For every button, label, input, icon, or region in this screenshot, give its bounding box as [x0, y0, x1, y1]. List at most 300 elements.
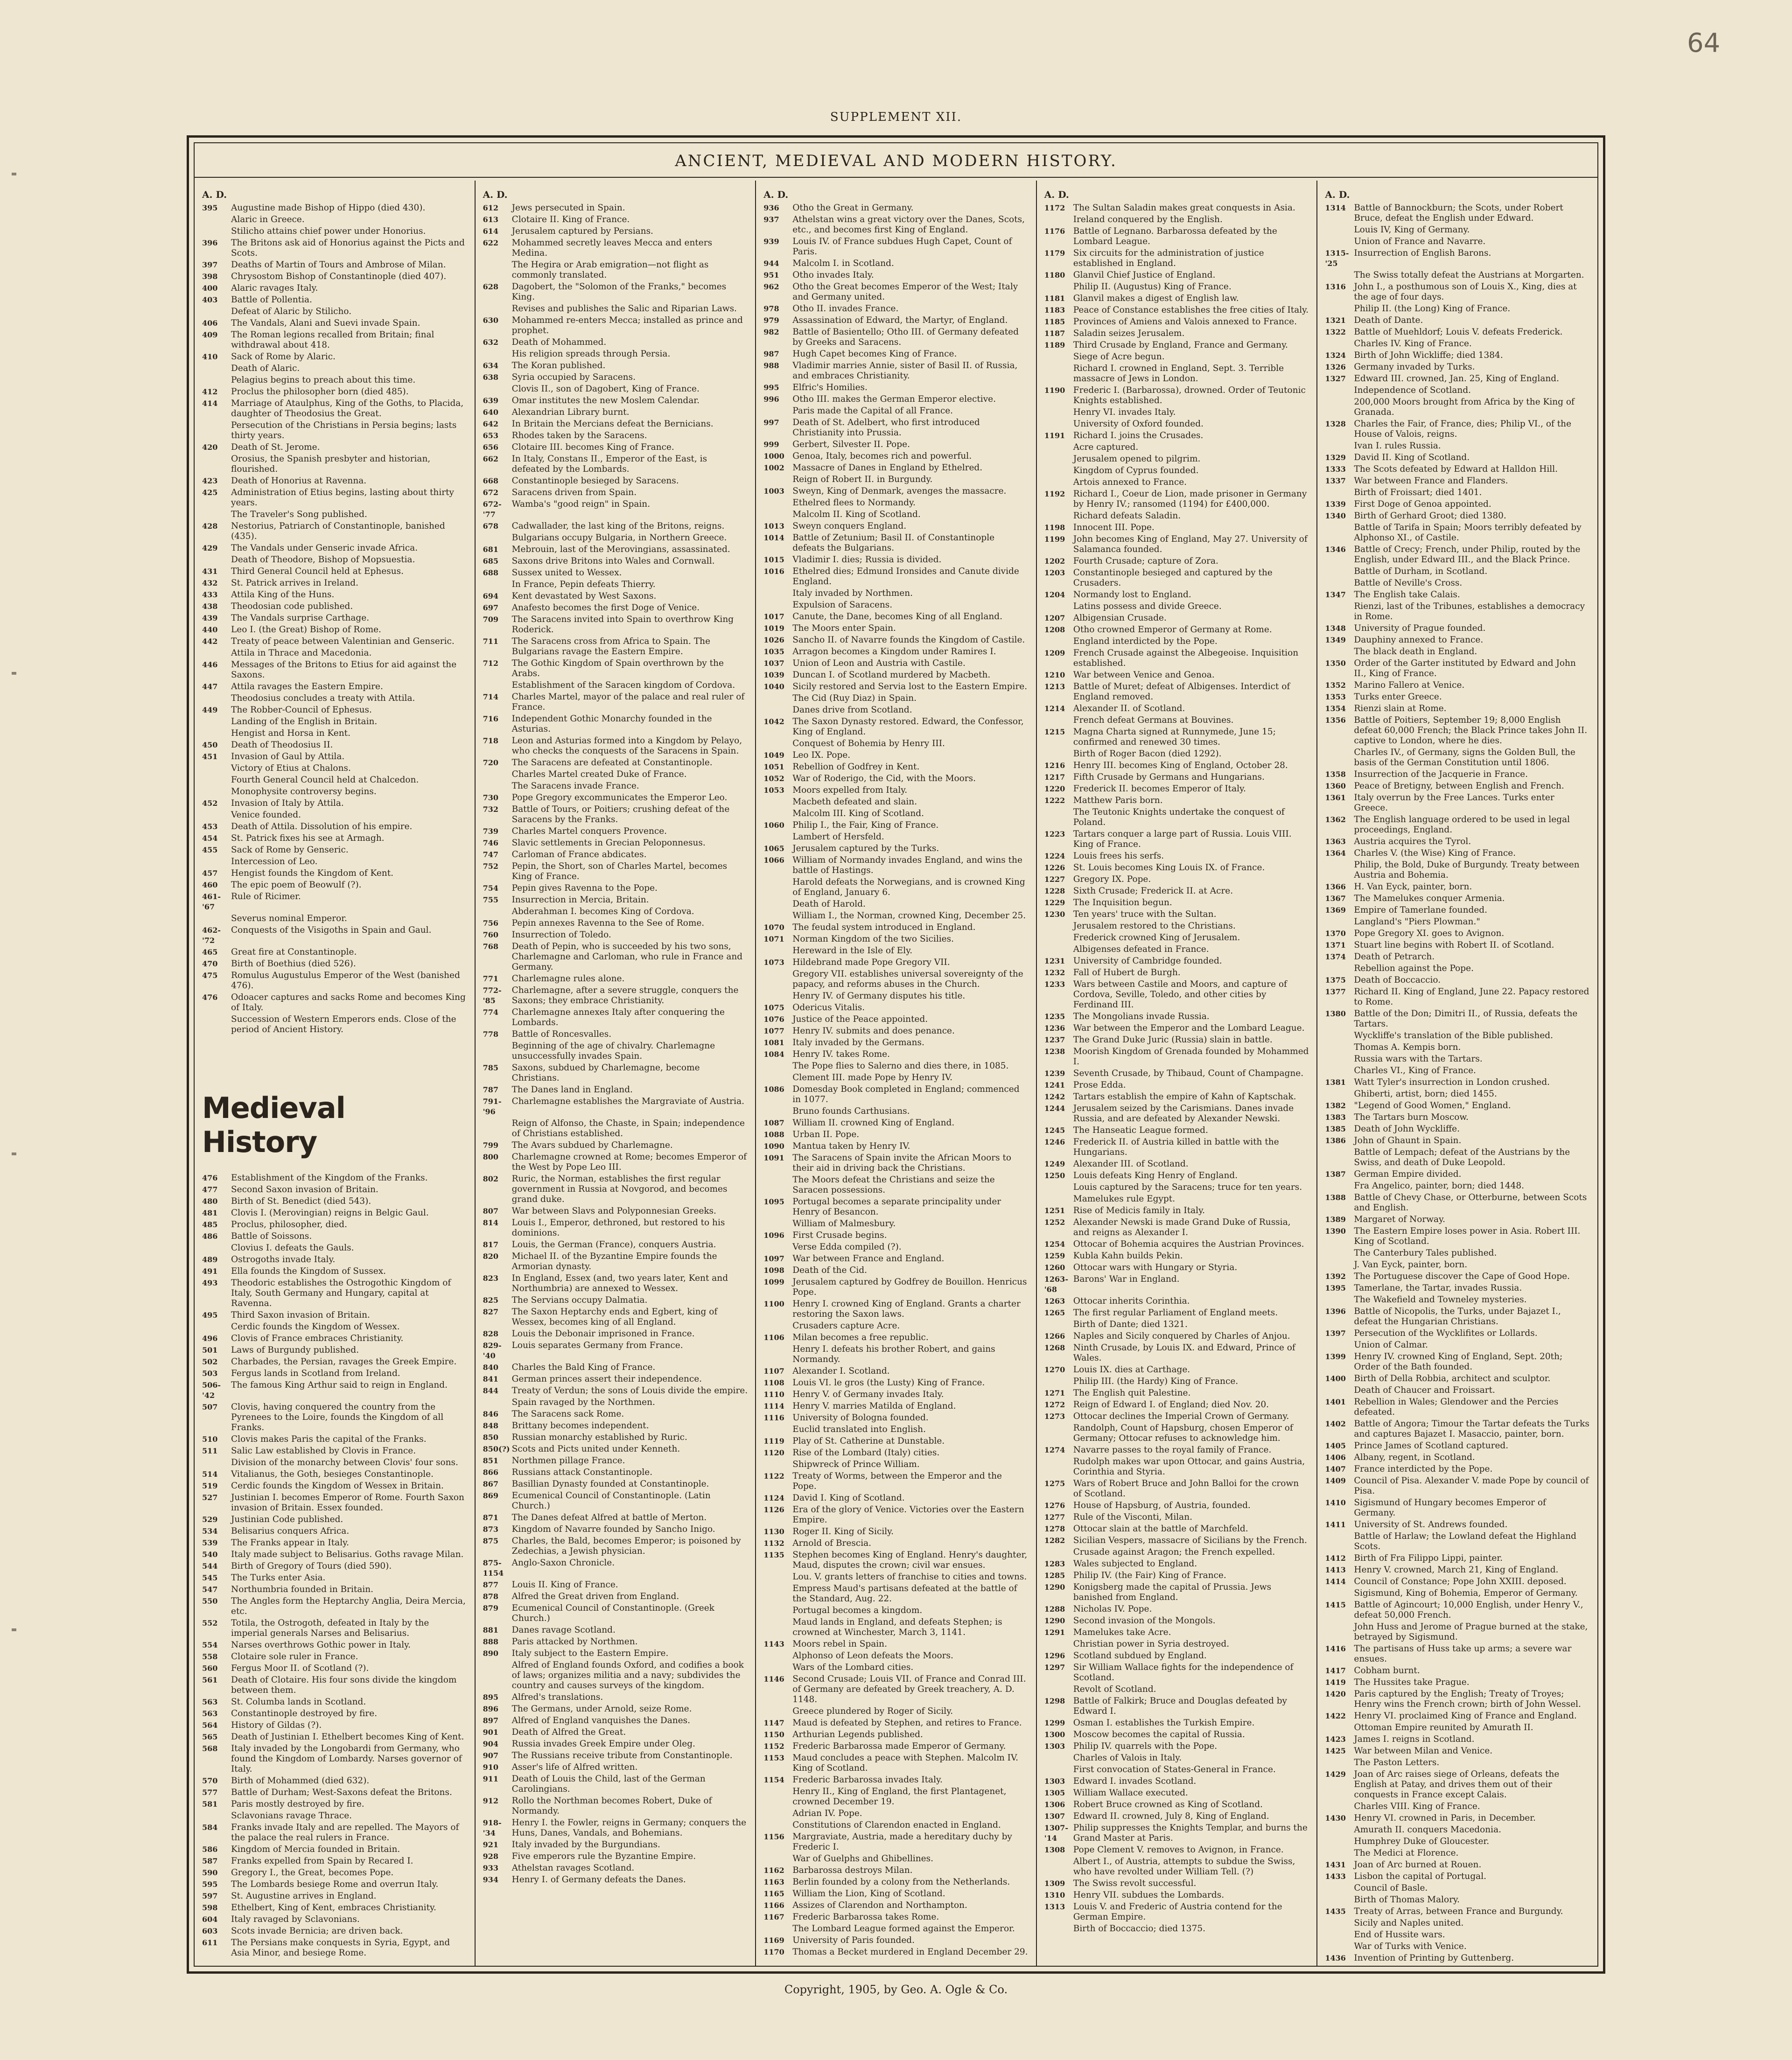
entry-text: Battle of Nicopolis, the Turks, under Bajazet I., defeat the Hungarian Christians. — [1354, 1306, 1561, 1327]
timeline-entry — [1044, 293, 1309, 304]
entry-year: 1407 — [1325, 1465, 1346, 1473]
entry-year: 1423 — [1325, 1735, 1346, 1744]
timeline-entry — [483, 1063, 748, 1083]
binding-mark — [12, 1152, 16, 1155]
timeline-entry — [763, 1947, 1029, 1957]
timeline-entry — [1044, 340, 1309, 350]
entry-text: Cobham burnt. — [1354, 1666, 1420, 1676]
entry-text: Albert I., of Austria, attempts to subdue the Swiss, who have revolted under William Tell. (?) — [1073, 1857, 1295, 1877]
timeline-entry — [483, 1637, 748, 1647]
entry-year: 1324 — [1325, 351, 1346, 360]
entry-text: Treaty of Arras, between France and Burgundy. — [1354, 1906, 1563, 1916]
page-number: 64 — [1687, 28, 1721, 58]
entry-text: Charles of Valois in Italy. — [1073, 1753, 1182, 1763]
entry-year: 470 — [202, 959, 218, 968]
timeline-entry — [202, 601, 467, 612]
timeline-entry — [202, 226, 467, 237]
entry-text: The Roman legions recalled from Britain; final withdrawal about 418. — [231, 330, 434, 350]
timeline-entry — [1325, 1677, 1590, 1688]
timeline-entry — [1044, 1411, 1309, 1422]
entry-year: 614 — [483, 227, 498, 236]
entry-text: Third Saxon invasion of Britain. — [231, 1310, 370, 1320]
entry-text: Intercession of Leo. — [231, 857, 318, 866]
timeline-entry — [1325, 282, 1590, 302]
timeline-entry — [483, 1851, 748, 1862]
copyright-line: Copyright, 1905, by Geo. A. Ogle & Co. — [784, 1983, 1008, 1996]
entry-text: The famous King Arthur said to reign in England. — [231, 1380, 448, 1390]
entry-year: 714 — [483, 692, 498, 701]
timeline-entry — [1325, 1054, 1590, 1064]
entry-year: 1414 — [1325, 1577, 1346, 1586]
column-4-entries — [1044, 203, 1309, 1934]
entry-year: 951 — [763, 271, 779, 279]
timeline-entry — [483, 1692, 748, 1703]
timeline-entry — [483, 714, 748, 734]
timeline-entry — [1044, 1388, 1309, 1398]
timeline-entry — [1044, 568, 1309, 588]
entry-year: 904 — [483, 1739, 498, 1748]
entry-year: 881 — [483, 1626, 498, 1634]
timeline-entry — [202, 260, 467, 270]
timeline-entry — [483, 499, 748, 520]
timeline-entry — [202, 1879, 467, 1890]
entry-year: 888 — [483, 1637, 498, 1646]
entry-year: 1153 — [763, 1753, 784, 1762]
entry-year: 584 — [202, 1823, 218, 1832]
entry-year: 1146 — [763, 1675, 784, 1683]
timeline-entry — [1325, 1042, 1590, 1053]
entry-text: Union of Leon and Austria with Castile. — [792, 658, 966, 668]
entry-year: 1220 — [1044, 784, 1065, 793]
entry-text: Constantinople besieged and captured by the Crusaders. — [1073, 568, 1273, 588]
timeline-entry — [763, 969, 1029, 990]
entry-text: Birth of Gerhard Groot; died 1380. — [1354, 511, 1506, 521]
timeline-entry — [483, 1362, 748, 1373]
entry-text: Charbades, the Persian, ravages the Greek Empire. — [231, 1357, 457, 1367]
entry-text: William I., the Norman, crowned King, December 25. — [792, 911, 1026, 921]
timeline-entry — [1325, 635, 1590, 645]
entry-year: 944 — [763, 259, 779, 268]
entry-year: 439 — [202, 614, 218, 622]
timeline-entry — [1044, 944, 1309, 955]
entry-text: Ostrogoths invade Italy. — [231, 1255, 336, 1264]
timeline-entry — [1044, 1730, 1309, 1740]
entry-text: Ruric, the Norman, establishes the first regular government in Russia at Novgorod, and becomes grand duke. — [511, 1174, 728, 1204]
entry-year: 1132 — [763, 1539, 784, 1548]
timeline-entry — [1044, 761, 1309, 771]
entry-year: 928 — [483, 1852, 498, 1861]
entry-year: 1187 — [1044, 329, 1065, 338]
entry-year: 1349 — [1325, 635, 1346, 644]
timeline-entry — [1325, 1419, 1590, 1439]
timeline-entry — [763, 203, 1029, 213]
entry-text: Rienzi slain at Rome. — [1354, 704, 1447, 713]
entry-year: 1202 — [1044, 557, 1065, 566]
entry-text: Syria occupied by Saracens. — [511, 372, 636, 382]
timeline-entry — [483, 1218, 748, 1238]
timeline-entry — [483, 568, 748, 578]
entry-year: 410 — [202, 352, 218, 361]
entry-year: 694 — [483, 592, 498, 601]
entry-year: 1066 — [763, 856, 784, 865]
timeline-entry — [483, 1374, 748, 1384]
entry-year: 438 — [202, 602, 218, 611]
entry-year: 1242 — [1044, 1092, 1065, 1101]
entry-year: 1199 — [1044, 535, 1065, 544]
timeline-entry — [1325, 1498, 1590, 1518]
entry-text: Reign of Edward I. of England; died Nov. 20. — [1073, 1400, 1269, 1410]
entry-year: 1310 — [1044, 1891, 1065, 1899]
timeline-entry — [763, 1820, 1029, 1830]
entry-text: Invention of Printing by Guttenberg. — [1354, 1953, 1514, 1963]
timeline-entry — [1325, 1953, 1590, 1963]
entry-text: Hengist and Horsa in Kent. — [231, 728, 350, 738]
entry-text: Leo I. (the Great) Bishop of Rome. — [231, 625, 381, 635]
entry-text: Lisbon the capital of Portugal. — [1354, 1871, 1486, 1881]
entry-text: Rienzi, last of the Tribunes, establishes a democracy in Rome. — [1354, 601, 1585, 621]
entry-year: 1382 — [1325, 1101, 1346, 1110]
timeline-entry — [202, 590, 467, 600]
entry-text: Justinian Code published. — [231, 1515, 343, 1524]
timeline-entry — [202, 1220, 467, 1230]
entry-year: 1436 — [1325, 1954, 1346, 1962]
timeline-entry — [483, 1307, 748, 1327]
entry-text: Tamerlane, the Tartar, invades Russia. — [1354, 1283, 1522, 1293]
timeline-entry — [1325, 1622, 1590, 1642]
entry-year: 1095 — [763, 1197, 784, 1206]
entry-year: 1402 — [1325, 1419, 1346, 1428]
entry-text: Second Crusade; Louis VII. of France and Conrad III. of Germany are defeated by Greek treachery, A. D. 1148. — [792, 1674, 1026, 1704]
entry-text: John of Ghaunt in Spain. — [1354, 1136, 1462, 1145]
timeline-entry — [1044, 1251, 1309, 1261]
timeline-entry — [763, 282, 1029, 302]
timeline-entry — [202, 1369, 467, 1379]
timeline-entry — [1325, 1283, 1590, 1293]
timeline-entry — [483, 304, 748, 314]
entry-text: University of Cambridge founded. — [1073, 956, 1222, 966]
entry-text: Clovis makes Paris the capital of the Franks. — [231, 1434, 427, 1444]
entry-text: Sigismund, King of Bohemia, Emperor of Germany. — [1354, 1588, 1578, 1598]
entry-year: 1203 — [1044, 568, 1065, 577]
timeline-entry — [202, 625, 467, 635]
entry-text: The Danes defeat Alfred at battle of Merton. — [511, 1513, 707, 1522]
entry-year: 1285 — [1044, 1571, 1065, 1580]
timeline-entry — [483, 591, 748, 601]
binding-mark — [12, 672, 16, 675]
timeline-entry — [763, 1003, 1029, 1013]
timeline-entry — [1044, 454, 1309, 464]
timeline-entry — [1044, 1423, 1309, 1444]
entry-text: War of Roderigo, the Cid, with the Moors. — [792, 774, 976, 783]
entry-year: 1016 — [763, 567, 784, 576]
entry-year: 453 — [202, 822, 218, 831]
entry-year: 1364 — [1325, 849, 1346, 858]
entry-year: 1380 — [1325, 1009, 1346, 1018]
entry-year: 760 — [483, 930, 498, 939]
entry-year: 785 — [483, 1063, 498, 1072]
entry-text: Proclus the philosopher born (died 485). — [231, 387, 409, 397]
entry-text: Order of the Garter instituted by Edward and John II., King of France. — [1354, 658, 1576, 678]
entry-text: Establishment of the Saracen kingdom of Cordova. — [511, 680, 735, 690]
timeline-entry — [1044, 886, 1309, 896]
entry-text: Alfred's translations. — [511, 1692, 603, 1702]
timeline-entry — [202, 420, 467, 441]
entry-year: 1229 — [1044, 898, 1065, 907]
entry-year: 1308 — [1044, 1845, 1065, 1854]
entry-year: 918-'34 — [483, 1818, 502, 1837]
timeline-entry — [1044, 226, 1309, 247]
timeline-entry — [1044, 1627, 1309, 1638]
entry-year: 1003 — [763, 487, 784, 496]
entry-year: 1183 — [1044, 306, 1065, 314]
entry-text: Anglo-Saxon Chronicle. — [511, 1558, 615, 1568]
timeline-entry — [1325, 453, 1590, 463]
entry-year: 1040 — [763, 682, 784, 691]
entry-text: Battle of Lempach; defeat of the Austrians by the Swiss, and death of Duke Leopold. — [1354, 1147, 1570, 1167]
entry-year: 1265 — [1044, 1308, 1065, 1317]
entry-year: 1250 — [1044, 1171, 1065, 1180]
entry-text: The Cid (Ruy Diaz) in Spain. — [792, 693, 917, 703]
entry-text: Richard II. King of England, June 22. Papacy restored to Rome. — [1354, 987, 1589, 1007]
entry-text: Saxons, subdued by Charlemagne, become Christians. — [511, 1063, 700, 1083]
timeline-entry — [202, 1596, 467, 1617]
entry-year: 681 — [483, 545, 498, 554]
entry-text: Portugal becomes a kingdom. — [792, 1606, 923, 1615]
timeline-entry — [483, 838, 748, 848]
timeline-entry — [202, 1402, 467, 1433]
entry-year: 485 — [202, 1220, 218, 1229]
entry-year: 1228 — [1044, 887, 1065, 895]
entry-year: 1362 — [1325, 815, 1346, 824]
entry-year: 1084 — [763, 1050, 784, 1059]
entry-year: 1430 — [1325, 1814, 1346, 1823]
entry-year: 1091 — [763, 1153, 784, 1162]
timeline-entry — [1044, 909, 1309, 920]
entry-text: Louis I., Emperor, dethroned, but restored to his dominions. — [511, 1218, 725, 1238]
timeline-entry — [1325, 1077, 1590, 1088]
timeline-entry — [202, 1526, 467, 1536]
timeline-entry — [1325, 545, 1590, 565]
entry-text: German Empire divided. — [1354, 1169, 1462, 1179]
entry-year: 851 — [483, 1456, 498, 1465]
entry-year: 476 — [202, 993, 218, 1002]
entry-text: Cerdic founds the Kingdom of Wessex in Britain. — [231, 1481, 444, 1491]
entry-year: 1390 — [1325, 1227, 1346, 1236]
entry-year: 1296 — [1044, 1651, 1065, 1660]
entry-text: Wars of the Lombard cities. — [792, 1662, 914, 1672]
column-5 — [1317, 181, 1597, 1966]
entry-year: 1114 — [763, 1402, 784, 1411]
entry-year: 756 — [483, 919, 498, 928]
entry-text: Ireland conquered by the English. — [1073, 215, 1223, 224]
timeline-entry — [483, 1341, 748, 1361]
entry-text: Battle of Agincourt; 10,000 English, under Henry V., defeat 50,000 French. — [1354, 1600, 1583, 1620]
entry-year: 1049 — [763, 751, 784, 760]
entry-text: David II. King of Scotland. — [1354, 453, 1470, 462]
entry-year: 896 — [483, 1704, 498, 1713]
entry-year: 452 — [202, 799, 218, 808]
timeline-entry — [483, 1592, 748, 1602]
entry-text: Clovis II., son of Dagobert, King of France. — [511, 384, 700, 394]
entry-text: Ninth Crusade, by Louis IX. and Edward, Prince of Wales. — [1073, 1343, 1295, 1363]
binding-mark — [12, 1628, 16, 1631]
entry-text: Ottocar inherits Corinthia. — [1073, 1296, 1190, 1306]
entry-text: Clovis I. (Merovingian) reigns in Belgic Gaul. — [231, 1208, 429, 1218]
entry-year: 800 — [483, 1152, 498, 1161]
entry-text: Italy overrun by the Free Lances. Turks enter Greece. — [1354, 793, 1554, 813]
entry-text: Scots and Picts united under Kenneth. — [511, 1444, 680, 1454]
entry-text: Harold defeats the Norwegians, and is crowned King of England, January 6. — [792, 877, 1025, 897]
timeline-entry — [202, 1585, 467, 1595]
timeline-entry — [202, 283, 467, 293]
entry-text: Shipwreck of Prince William. — [792, 1459, 920, 1469]
entry-text: Succession of Western Emperors ends. Close of the period of Ancient History. — [231, 1014, 456, 1034]
timeline-entry — [1044, 1684, 1309, 1695]
entry-text: Empire of Tamerlane founded. — [1354, 905, 1488, 915]
timeline-entry — [1044, 1696, 1309, 1717]
timeline-entry — [763, 693, 1029, 704]
entry-text: Vitalianus, the Goth, besieges Constantinople. — [231, 1469, 434, 1479]
entry-text: Battle of Tours, or Poitiers; crushing defeat of the Saracens by the Franks. — [511, 804, 730, 824]
entry-year: 1039 — [763, 670, 784, 679]
entry-year: 1120 — [763, 1448, 784, 1457]
entry-text: Ottocar of Bohemia acquires the Austrian Provinces. — [1073, 1239, 1304, 1249]
entry-year: 568 — [202, 1744, 218, 1753]
entry-year: 1209 — [1044, 649, 1065, 657]
entry-year: 1328 — [1325, 419, 1346, 428]
entry-text: Charles the Bald King of France. — [511, 1362, 656, 1372]
entry-text: Joan of Arc burned at Rouen. — [1354, 1860, 1482, 1870]
entry-text: St. Patrick arrives in Ireland. — [231, 578, 358, 588]
timeline-entry — [483, 680, 748, 691]
entry-text: Jerusalem captured by the Turks. — [792, 844, 939, 853]
entry-year: 1419 — [1325, 1678, 1346, 1687]
timeline-entry — [1325, 1918, 1590, 1928]
entry-year: 564 — [202, 1721, 218, 1730]
entry-text: Italy ravaged by Sclavonians. — [231, 1914, 360, 1924]
timeline-entry — [483, 918, 748, 929]
timeline-entry — [763, 1106, 1029, 1117]
entry-text: Artois annexed to France. — [1073, 477, 1187, 487]
timeline-entry — [763, 1141, 1029, 1152]
entry-text: Henry V. of Germany invades Italy. — [792, 1390, 944, 1399]
timeline-entry — [202, 1561, 467, 1571]
timeline-entry — [1325, 769, 1590, 780]
entry-year: 639 — [483, 396, 498, 405]
entry-text: Council of Pisa. Alexander V. made Pope by council of Pisa. — [1354, 1476, 1589, 1496]
entry-text: Era of the glory of Venice. Victories over the Eastern Empire. — [792, 1505, 1024, 1525]
timeline-entry — [483, 883, 748, 894]
entry-year: 1215 — [1044, 727, 1065, 736]
entry-text: Philip III. (the Hardy) King of France. — [1073, 1376, 1239, 1386]
timeline-entry — [1325, 952, 1590, 962]
timeline-entry — [1044, 248, 1309, 269]
entry-text: The Lombard League formed against the Emperor. — [792, 1924, 1015, 1934]
entry-year: 514 — [202, 1470, 218, 1479]
entry-year: 460 — [202, 880, 218, 889]
timeline-entry — [1044, 1559, 1309, 1569]
entry-text: Fifth Crusade by Germans and Hungarians. — [1073, 772, 1265, 782]
timeline-entry — [763, 1527, 1029, 1537]
timeline-entry — [1325, 1746, 1590, 1756]
entry-text: Maud is defeated by Stephen, and retires to France. — [792, 1718, 1022, 1728]
entry-year: 1260 — [1044, 1263, 1065, 1272]
entry-text: Second invasion of the Mongols. — [1073, 1616, 1216, 1626]
entry-text: Langland's "Piers Plowman." — [1354, 917, 1480, 927]
timeline-entry — [483, 1479, 748, 1489]
timeline-entry — [483, 930, 748, 940]
entry-year: 461-'67 — [202, 892, 221, 911]
timeline-entry — [1325, 1531, 1590, 1552]
entry-text: Mantua taken by Henry IV. — [792, 1141, 910, 1151]
entry-year: 457 — [202, 869, 218, 878]
timeline-entry — [763, 1277, 1029, 1298]
entry-year: 1363 — [1325, 837, 1346, 846]
timeline-entry — [763, 406, 1029, 416]
entry-text: Wales subjected to England. — [1073, 1559, 1197, 1569]
timeline-entry — [483, 826, 748, 837]
entry-text: Birth of Gregory of Tours (died 590). — [231, 1561, 392, 1571]
timeline-entry — [1044, 1023, 1309, 1033]
entry-year: 1090 — [763, 1142, 784, 1151]
entry-text: Reign of Robert II. in Burgundy. — [792, 475, 933, 484]
entry-year: 712 — [483, 659, 498, 668]
entry-year: 563 — [202, 1697, 218, 1706]
timeline-entry — [483, 804, 748, 825]
entry-year: 1263-'68 — [1044, 1275, 1068, 1294]
entry-text: Paris made the Capital of all France. — [792, 406, 953, 416]
timeline-entry — [763, 832, 1029, 842]
entry-year: 1266 — [1044, 1332, 1065, 1341]
timeline-entry — [483, 692, 748, 712]
timeline-entry — [1044, 1296, 1309, 1306]
timeline-entry — [1325, 1723, 1590, 1733]
timeline-entry — [1325, 578, 1590, 588]
entry-year: 1271 — [1044, 1389, 1065, 1397]
supplement-label: SUPPLEMENT XII. — [830, 110, 962, 124]
entry-text: Richard I. joins the Crusades. — [1073, 431, 1204, 440]
entry-year: 939 — [763, 237, 779, 246]
entry-text: The Hanseatic League formed. — [1073, 1125, 1208, 1135]
timeline-entry — [1325, 894, 1590, 904]
entry-year: 1100 — [763, 1299, 784, 1308]
timeline-entry — [202, 775, 467, 785]
timeline-entry — [483, 372, 748, 383]
entry-text: Sweyn, King of Denmark, avenges the massacre. — [792, 486, 1007, 496]
timeline-entry — [763, 1730, 1029, 1740]
entry-year: 1401 — [1325, 1397, 1346, 1406]
timeline-entry — [202, 992, 467, 1013]
timeline-entry — [202, 1493, 467, 1513]
entry-text: William of Normandy invades England, and wins the battle of Hastings. — [792, 855, 1022, 875]
entry-text: Charles Martel, mayor of the palace and real ruler of France. — [511, 692, 745, 712]
timeline-entry — [1044, 534, 1309, 555]
timeline-entry — [1325, 1385, 1590, 1396]
entry-text: Persecution of the Christians in Persia begins; lasts thirty years. — [231, 420, 457, 440]
entry-text: Conquests of the Visigoths in Spain and Gaul. — [231, 925, 432, 935]
entry-year: 1303 — [1044, 1777, 1065, 1786]
timeline-entry — [483, 895, 748, 905]
entry-year: 772-'85 — [483, 986, 502, 1005]
timeline-entry — [1325, 1352, 1590, 1372]
entry-year: 1361 — [1325, 793, 1346, 802]
entry-year: 1013 — [763, 522, 784, 531]
entry-text: War of Guelphs and Ghibellines. — [792, 1854, 933, 1864]
timeline-entry — [202, 203, 467, 213]
entry-year: 1273 — [1044, 1412, 1065, 1421]
entry-text: Euclid translated into English. — [792, 1425, 926, 1434]
timeline-entry — [1325, 929, 1590, 939]
